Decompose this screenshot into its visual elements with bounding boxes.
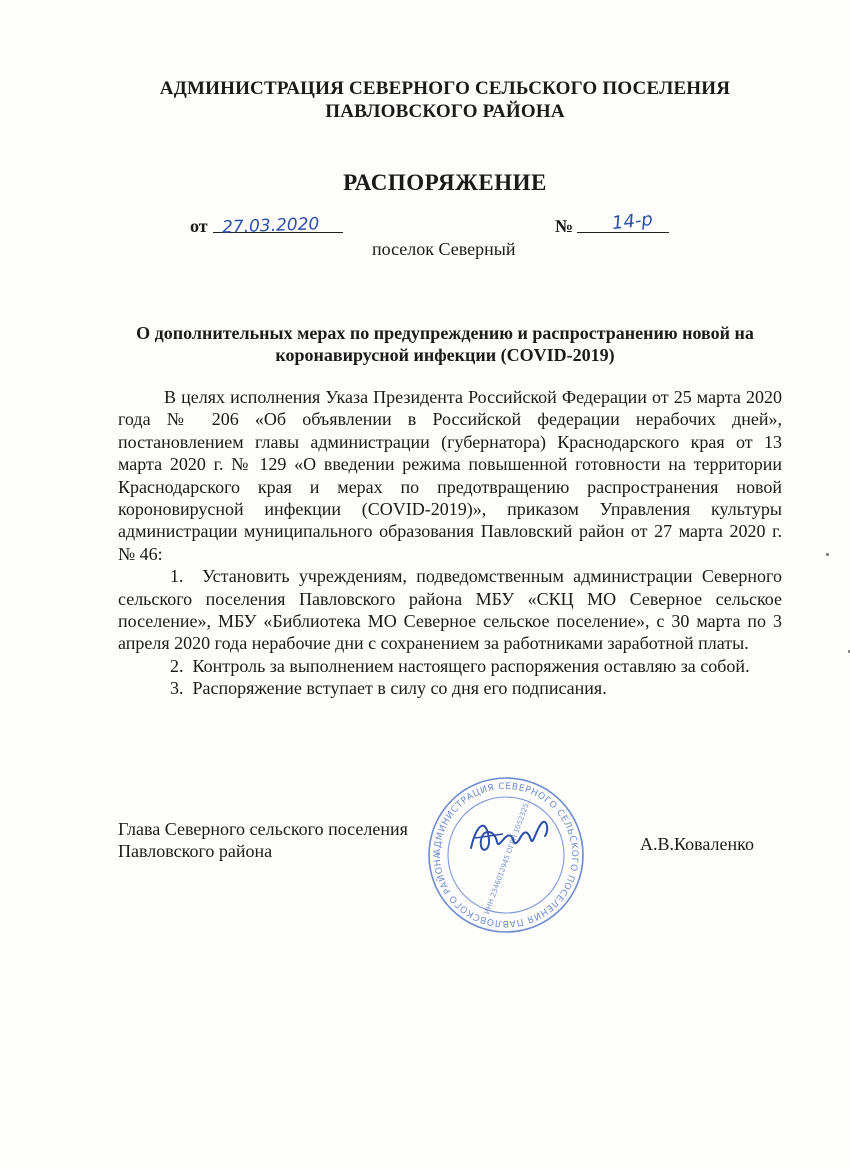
list-item: [118, 677, 782, 699]
signatory-title-line1: Глава Северного сельского поселения: [118, 819, 408, 839]
subject-line1: О дополнительных мерах по предупреждению и распространению новой на: [136, 323, 754, 343]
list-item-number: 3.: [170, 678, 184, 699]
date-prefix: от: [190, 216, 208, 236]
handwritten-date: 27.03.2020: [221, 214, 320, 238]
subject-line2: коронавирусной инфекции (COVID-2019): [275, 345, 615, 365]
document-type-title: РАСПОРЯЖЕНИЕ: [343, 170, 547, 195]
signatory-title: [118, 818, 408, 862]
document-body: [118, 386, 782, 700]
list-item: [118, 655, 782, 677]
list-item-number: 1.: [170, 566, 184, 587]
stamp-outer-text: АДМИНИСТРАЦИЯ СЕВЕРНОГО СЕЛЬСКОГО ПОСЕЛЕНИЯ ПАВЛОВСКОГО РАЙОНА: [432, 781, 580, 929]
number-prefix: №: [555, 216, 574, 236]
organization-name-line1: АДМИНИСТРАЦИЯ СЕВЕРНОГО СЕЛЬСКОГО ПОСЕЛЕНИЯ: [159, 78, 731, 99]
list-item: [118, 565, 782, 655]
body-intro-paragraph: В целях исполнения Указа Президента Российской Федерации от 25 марта 2020 года № 206 «Об объявлении в Российской федерации нерабочих дней», постановлением главы администрации (губернатора) Краснодарского края от 13 марта 2020 г. № 129 «О введении режима повышенной готовности на территории Краснодарского края и мерах по предотвращению распространения новой короновирусной инфекции (COVID-2019)», приказом Управления культуры администрации муниципального образования Павловский район от 27 марта 2020 г. № 46:: [118, 387, 782, 564]
scan-speck: [826, 553, 829, 556]
organization-name-line2: ПАВЛОВСКОГО РАЙОНА: [325, 101, 565, 122]
handwritten-number: 14-р: [611, 208, 654, 235]
place-of-issue: поселок Северный: [372, 239, 516, 259]
handwritten-signature: [465, 810, 555, 860]
stamp-inner-text: ИНН 2346012945 ОГРН 1052325...: [482, 796, 533, 916]
list-item-number: 2.: [170, 655, 184, 676]
signatory-name: А.В.Коваленко: [640, 834, 754, 854]
list-item-text: Контроль за выполнением настоящего распоряжения оставляю за собой.: [192, 655, 750, 676]
list-item-text: Распоряжение вступает в силу со дня его подписания.: [192, 678, 607, 699]
document-subject: [105, 322, 785, 366]
list-item-text: Установить учреждениям, подведомственным администрации Северного сельского поселения Павловского района МБУ «СКЦ МО Северное сельское поселение», МБУ «Библиотека МО Северное сельское поселение», с 30 марта по 3 апреля 2020 года нерабочие дни с сохранением за работниками заработной платы.: [118, 566, 782, 654]
signatory-title-line2: Павловского района: [118, 841, 273, 861]
